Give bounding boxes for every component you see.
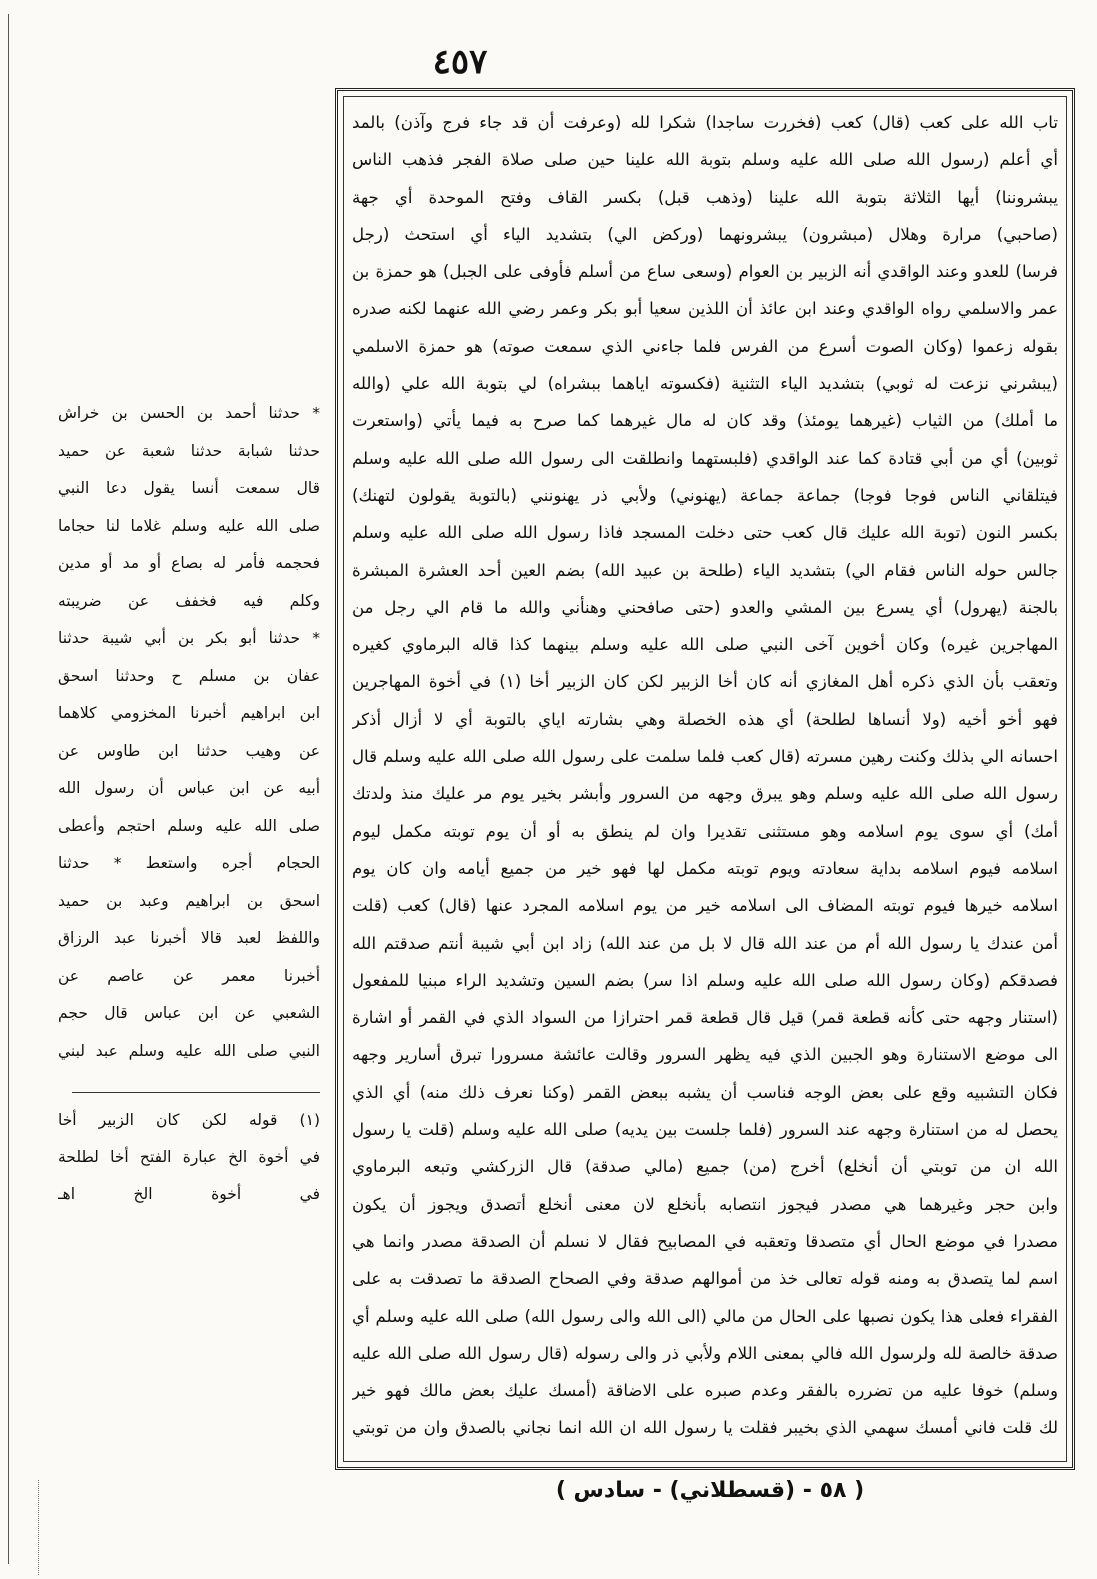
main-text-line: بقوله زعموا (وكان الصوت أسرع من الفرس فلما جاءني الذي سمعت صوته) هو حمزة الاسلمي [352, 336, 1058, 356]
main-text-line: وسلم) خوفا عليه من تضرره بالفقر وعدم صبره على الاضاقة (أمسك عليك بعض مالك فهو خير [352, 1381, 1058, 1401]
main-text-line: احسانه الي بذلك وكنت رهين مسرته (قال كعب فلما سلمت على رسول الله صلى الله عليه وسلم قال [352, 747, 1058, 767]
footnote-line: في أخوة الخ اهـ [58, 1185, 320, 1203]
main-text-line: لك قلت فاني أمسك سهمي الذي بخيبر فقلت يا رسول الله ان الله انما نجاني بالصدق وان من توبتي [352, 1418, 1058, 1438]
main-text-line: جالس حوله الناس فقام الي) بتشديد الياء (طلحة بن عبيد الله) بضم العين أحد العشرة المبشرة [352, 560, 1058, 580]
marginal-text-line: قال سمعت أنسا يقول دعا النبي [58, 479, 320, 497]
main-text-block [352, 104, 1058, 1460]
main-text-line: المهاجرين غيره) وكان أخوين آخى النبي صلى الله عليه وسلم بينهما كذا قاله البرماوي كغيره [352, 635, 1058, 655]
page-number: ٤٥٧ [432, 42, 488, 82]
marginal-text-line: أخبرنا معمر عن عاصم عن [58, 966, 320, 985]
page-signature: ( ٥٨ - (قسطلاني) - سادس ) [555, 1478, 865, 1503]
main-text-line: أمن عندك يا رسول الله أم من عند الله قال لا بل من عند الله) زاد ابن أبي شيبة أنتم صدقتم الله [352, 933, 1058, 953]
main-text-line: مصدرا في موضع الحال أي متصدقا وتعقبه في المصابيح فقال لا نسلم أن الصدقة مصدر وانما هي [352, 1231, 1058, 1251]
marginal-text-line: فحجمه فأمر له بصاع أو مد أو مدين [58, 554, 320, 572]
marginal-text-line: أبيه عن ابن عباس أن رسول الله [58, 779, 320, 797]
marginal-text-line: حدثنا شبابة حدثنا شعبة عن حميد [58, 441, 320, 460]
marginal-hadith-text [58, 395, 320, 1070]
main-text-line: وتعقب بأن الذي ذكره أهل المغازي أنه كان أخا الزبير لكن كان الزبير أخا (١) في أخوة المهاجرين [352, 672, 1058, 692]
main-text-line: الى موضع الاستنارة وهو الجبين الذي فيه يظهر السرور وقالت عائشة مسرورا تبرق أسارير وجهه [352, 1045, 1058, 1065]
footnote-line: (١) قوله لكن كان الزبير أخا [58, 1111, 320, 1129]
main-text-line: (صاحبي) مرارة وهلال (مبشرون) يبشرونهما (وركض الي) بتشديد الياء أي استحث (رجل [352, 224, 1058, 244]
main-text-line: عمر والاسلمي رواه الواقدي وعند ابن عائذ أن اللذين سعيا أبو بكر وعمر رضي الله عنهما لكنه صدره [352, 299, 1058, 319]
lower-margin-dotted-rule [38, 1480, 39, 1575]
main-text-line: أي أعلم (رسول الله صلى الله عليه وسلم بتوبة الله علينا حين صلى صلاة الفجر فذهب الناس [352, 150, 1058, 170]
footnote-separator [72, 1092, 320, 1093]
main-text-line: (استنار وجهه حتى كأنه قطعة قمر) قيل قال قطعة قمر احترازا من السواد الذي في القمر أو اشارة [352, 1008, 1058, 1028]
main-text-line: يحصل له من استنارة وجهه عند السرور (فلما جلست بين يديه) صلى الله عليه وسلم (قلت يا رسول [352, 1120, 1058, 1140]
main-text-line: ثوبين) أي من أبي قتادة كما عند الواقدي (فلبستهما وانطلقت الى رسول الله صلى الله عليه وسلم [352, 448, 1058, 468]
main-text-line: اسلامه فيوم اسلامه بداية سعادته ويوم توبته مكمل لها فهو خير من جميع أيامه وان كان يوم [352, 858, 1058, 878]
main-text-line: فكان التشبيه وقع على بعض الوجه فناسب أن يشبه ببعض القمر (وكنا نعرف ذلك منه) أي الذي [352, 1082, 1058, 1102]
main-text-line: اسم لما يتصدق به ومنه قوله تعالى خذ من أموالهم صدقة وفي الصحاح الصدقة ما تصدقت به على [352, 1269, 1058, 1289]
marginal-text-line: اسحق بن ابراهيم وعبد بن حميد [58, 891, 320, 910]
marginal-text-line: عن وهيب حدثنا ابن طاوس عن [58, 741, 320, 760]
marginal-text-line: ابن ابراهيم أخبرنا المخزومي كلاهما [58, 704, 320, 722]
marginal-text-line: الشعبي عن ابن عباس قال حجم [58, 1004, 320, 1022]
footnote-block [58, 1102, 320, 1213]
main-text-line: يبشروننا) أيها الثلاثة بتوبة الله علينا (وذهب قبل) بكسر القاف وفتح الموحدة أي جهة [352, 187, 1058, 207]
marginal-text-line: * حدثنا أحمد بن الحسن بن خراش [58, 404, 320, 422]
footnote-line: في أخوة الخ عبارة الفتح أخا لطلحة [58, 1148, 320, 1166]
main-text-line: (يبشرني نزعت له ثوبي) بتشديد الياء التثنية (فكسوته اياهما ببشراه) لي بتوبة الله علي (والله [352, 374, 1058, 394]
main-text-line: بالجنة (يهرول) أي يسرع بين المشي والعدو (حتى صافحني وهنأني والله ما قام الي رجل من [352, 597, 1058, 617]
marginal-text-line: واللفظ لعبد قالا أخبرنا عبد الرزاق [58, 929, 320, 947]
main-text-line: صدقة خالصة لله ولرسول الله فالي بمعنى اللام ولأبي ذر والى رسوله (قال رسول الله صلى الله عليه [352, 1343, 1058, 1363]
marginal-text-line: عفان بن مسلم ح وحدثنا اسحق [58, 666, 320, 685]
main-text-line: رسول الله صلى الله عليه وسلم وهو يبرق وجهه من السرور وأبشر بخير يوم مر عليك منذ ولدتك [352, 784, 1058, 804]
main-text-line: فرسا) للعدو وعند الواقدي أنه الزبير بن العوام (وسعى ساع من أسلم فأوفى على الجبل) هو حمزة بن [352, 262, 1058, 282]
marginal-text-line: وكلم فيه فخفف عن ضريبته [58, 591, 320, 610]
marginal-text-line: الحجام أجره واستعط * حدثنا [58, 854, 320, 872]
main-text-line: فصدقكم (وكان رسول الله صلى الله عليه وسلم اذا سر) بضم السين وتشديد الراء مبنيا للمفعول [352, 970, 1058, 990]
main-text-line: الفقراء فعلى هذا يكون نصبها على الحال من مالي (الى الله والى رسول الله) صلى الله عليه وسلم أي [352, 1306, 1058, 1326]
main-text-line: فهو أخو أخيه (ولا أنساها لطلحة) أي هذه الخصلة وهي بشارته اياي بالتوبة أي لا أزال أذكر [352, 709, 1058, 729]
main-text-line: تاب الله على كعب (قال) كعب (فخررت ساجدا) شكرا لله (وعرفت أن قد جاء فرج وآذن) بالمد [352, 113, 1058, 132]
main-text-line: وابن حجر وغيرهما هي مصدر فيجوز انتصابه بأنخلع لان معنى أنخلع أتصدق ويجوز أن يكون [352, 1194, 1058, 1214]
main-text-line: فيتلقاني الناس فوجا فوجا) جماعة جماعة (يهنوني) ولأبي ذر يهنونني (بالتوبة يقولون لتهنك) [352, 485, 1058, 505]
main-text-line: اسلامه خيرها فيوم توبته المضاف الى اسلامه خير من يوم اسلامه المجرد عنها (قال) كعب (قلت [352, 896, 1058, 916]
main-text-line: الله ان من توبتي أن أنخلع) أخرج (من) جميع (مالي صدقة) قال الزركشي وتبعه البرماوي [352, 1157, 1058, 1177]
marginal-text-line: النبي صلى الله عليه وسلم عبد لبني [58, 1041, 320, 1060]
marginal-text-line: صلى الله عليه وسلم احتجم وأعطى [58, 816, 320, 835]
left-margin-rule [8, 14, 9, 1564]
main-text-line: ما أملك) من الثياب (غيرهما يومئذ) وقد كان له مال غيرهما كما صرح به فيما يأتي (واستعرت [352, 411, 1058, 431]
marginal-text-line: * حدثنا أبو بكر بن أبي شيبة حدثنا [58, 629, 320, 647]
main-text-line: بكسر النون (توبة الله عليك قال كعب حتى دخلت المسجد فاذا رسول الله صلى الله عليه وسلم [352, 523, 1058, 543]
main-text-line: أمك) أي سوى يوم اسلامه وهو مستثنى تقديرا وان لم ينطق به أو أن يوم توبته مكمل ليوم [352, 821, 1058, 841]
marginal-text-line: صلى الله عليه وسلم غلاما لنا حجاما [58, 516, 320, 535]
